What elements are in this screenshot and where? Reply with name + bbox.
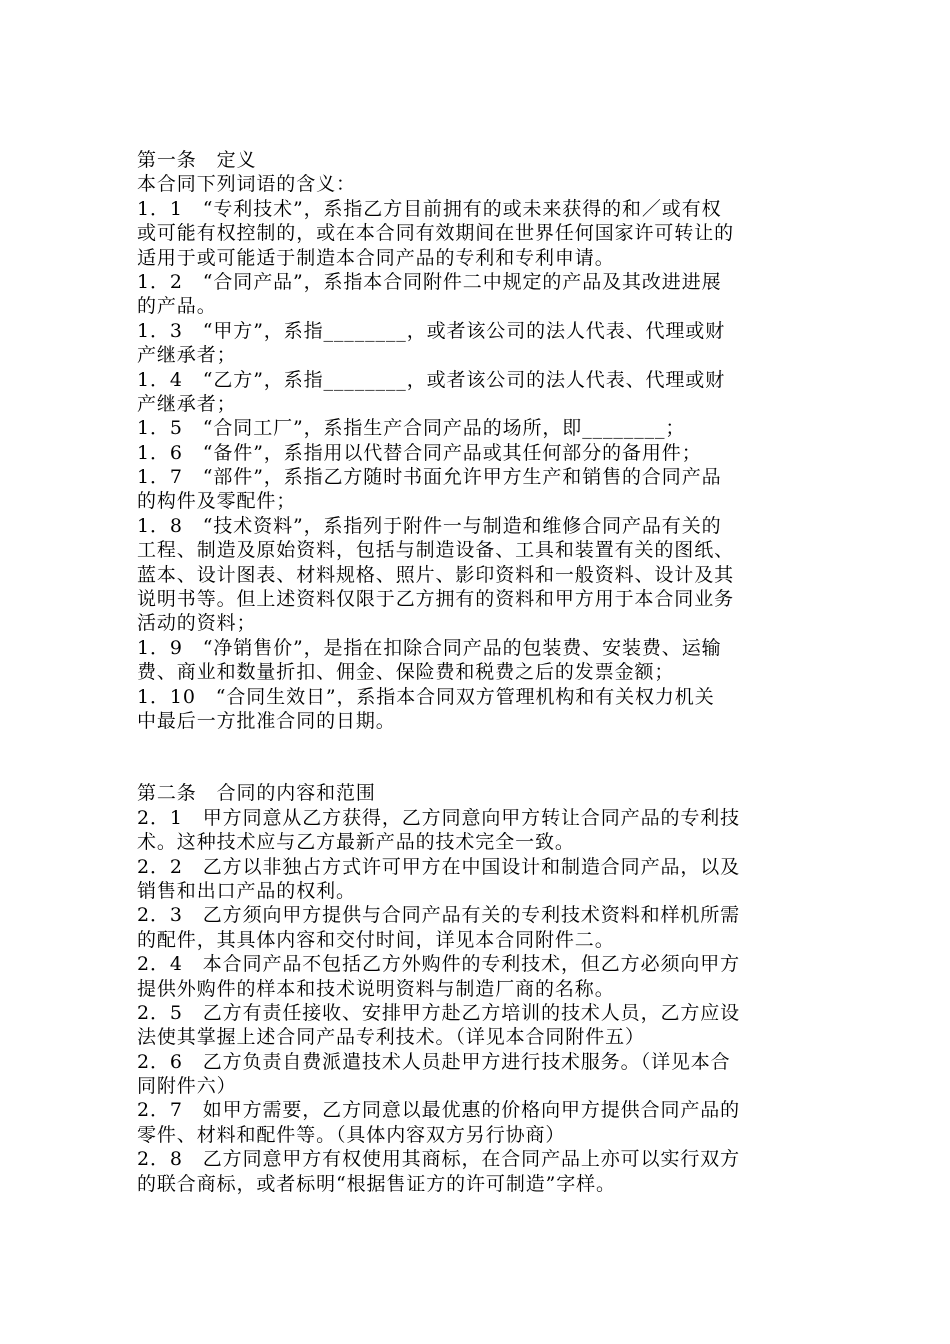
text-line: 的配件，其具体内容和交付时间，详见本合同附件二。 bbox=[137, 928, 615, 951]
text-line: 中最后一方批准合同的日期。 bbox=[137, 709, 396, 732]
text-line: 1．6 “备件”，系指用以代替合同产品或其任何部分的备用件； bbox=[137, 441, 702, 464]
text-line: 的联合商标，或者标明“根据售证方的许可制造”字样。 bbox=[137, 1172, 616, 1195]
text-line: 适用于或可能适于制造本合同产品的专利和专利申请。 bbox=[137, 246, 615, 269]
text-line: 费、商业和数量折扣、佣金、保险费和税费之后的发票金额； bbox=[137, 661, 675, 684]
text-line: 法使其掌握上述合同产品专利技术。（详见本合同附件五） bbox=[137, 1026, 645, 1049]
article-2-content-and-scope bbox=[137, 781, 817, 1196]
text-line: 产继承者； bbox=[137, 344, 237, 367]
text-line: 销售和出口产品的权利。 bbox=[137, 879, 356, 902]
text-line: 2．4 本合同产品不包括乙方外购件的专利技术，但乙方必须向甲方 bbox=[137, 953, 741, 976]
text-line: 的构件及零配件； bbox=[137, 490, 297, 513]
text-line: 或可能有权控制的，或在本合同有效期间在世界任何国家许可转让的 bbox=[137, 222, 735, 245]
text-line: 产继承者； bbox=[137, 392, 237, 415]
text-line: 提供外购件的样本和技术说明资料与制造厂商的名称。 bbox=[137, 977, 615, 1000]
text-line: 2．8 乙方同意甲方有权使用其商标，在合同产品上亦可以实行双方 bbox=[137, 1148, 741, 1171]
text-line: 的产品。 bbox=[137, 295, 217, 318]
text-line: 2．3 乙方须向甲方提供与合同产品有关的专利技术资料和样机所需 bbox=[137, 904, 741, 927]
text-line: 本合同下列词语的含义： bbox=[137, 173, 356, 196]
text-line: 活动的资料； bbox=[137, 612, 257, 635]
text-line: 1．7 “部件”，系指乙方随时书面允许甲方生产和销售的合同产品 bbox=[137, 466, 722, 489]
text-line: 1．3 “甲方”，系指________，或者该公司的法人代表、代理或财 bbox=[137, 319, 726, 342]
text-line: 1．2 “合同产品”，系指本合同附件二中规定的产品及其改进进展 bbox=[137, 270, 722, 293]
text-line: 工程、制造及原始资料，包括与制造设备、工具和装置有关的图纸、 bbox=[137, 539, 735, 562]
text-line: 说明书等。但上述资料仅限于乙方拥有的资料和甲方用于本合同业务 bbox=[137, 588, 735, 611]
document-page bbox=[137, 148, 817, 1196]
text-line: 2．7 如甲方需要，乙方同意以最优惠的价格向甲方提供合同产品的 bbox=[137, 1099, 741, 1122]
text-line: 2．5 乙方有责任接收、安排甲方赴乙方培训的技术人员，乙方应设 bbox=[137, 1001, 741, 1024]
text-line: 1．5 “合同工厂”，系指生产合同产品的场所，即________； bbox=[137, 417, 686, 440]
article-heading: 第一条 定义 bbox=[137, 149, 257, 171]
text-line: 2．1 甲方同意从乙方获得，乙方同意向甲方转让合同产品的专利技 bbox=[137, 806, 741, 829]
text-line: 1．10 “合同生效日”，系指本合同双方管理机构和有关权力机关 bbox=[137, 685, 715, 708]
text-line: 同附件六） bbox=[137, 1075, 237, 1098]
text-line: 1．4 “乙方”，系指________，或者该公司的法人代表、代理或财 bbox=[137, 368, 726, 391]
text-line: 2．2 乙方以非独占方式许可甲方在中国设计和制造合同产品，以及 bbox=[137, 855, 741, 878]
text-line: 蓝本、设计图表、材料规格、照片、影印资料和一般资料、设计及其 bbox=[137, 563, 735, 586]
text-line: 术。这种技术应与乙方最新产品的技术完全一致。 bbox=[137, 831, 575, 854]
article-heading: 第二条 合同的内容和范围 bbox=[137, 782, 376, 805]
text-line: 零件、材料和配件等。（具体内容双方另行协商） bbox=[137, 1123, 566, 1146]
text-line: 1．1 “专利技术”，系指乙方目前拥有的或未来获得的和／或有权 bbox=[137, 197, 722, 220]
text-line: 1．9 “净销售价”，是指在扣除合同产品的包装费、安装费、运输 bbox=[137, 636, 722, 659]
text-line: 2．6 乙方负责自费派遣技术人员赴甲方进行技术服务。（详见本合 bbox=[137, 1050, 731, 1073]
article-1-definitions bbox=[137, 148, 817, 733]
text-line: 1．8 “技术资料”，系指列于附件一与制造和维修合同产品有关的 bbox=[137, 514, 722, 537]
